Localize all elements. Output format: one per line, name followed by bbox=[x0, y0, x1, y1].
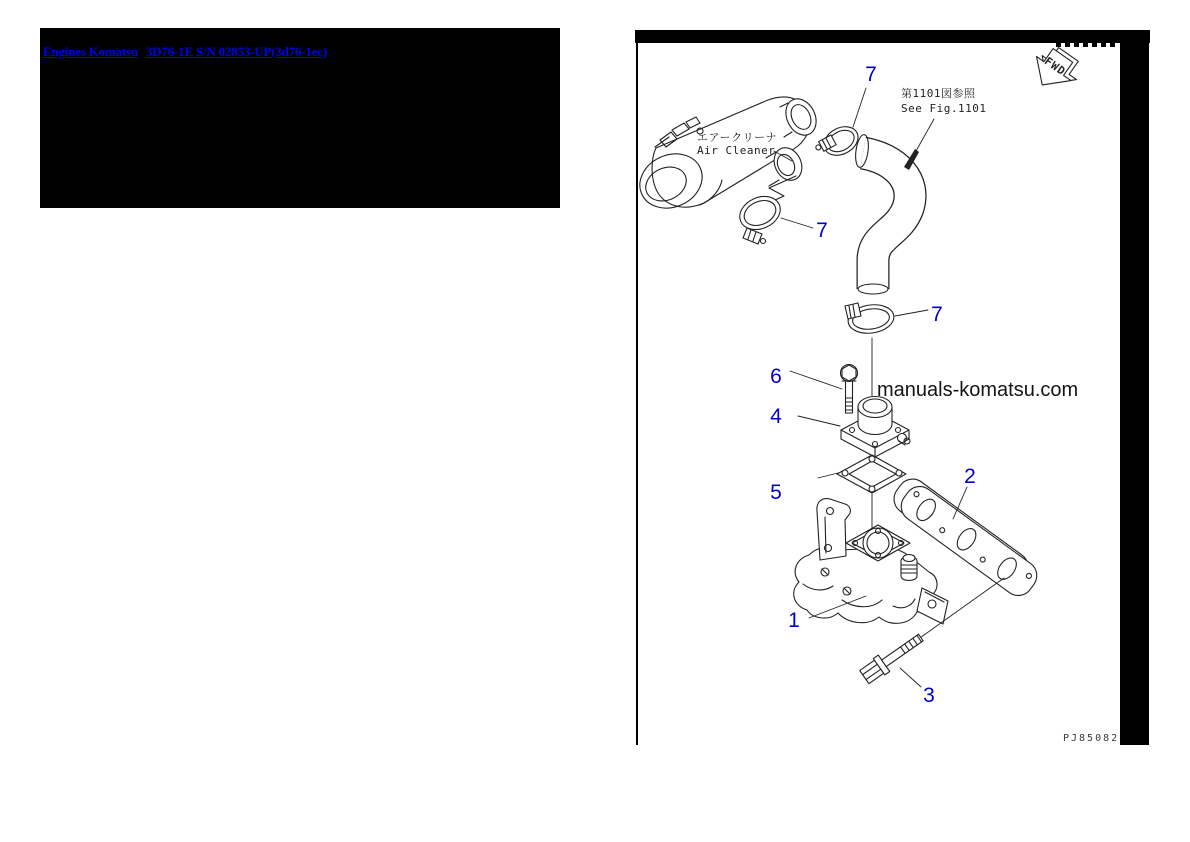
air-hose-drawing bbox=[854, 134, 910, 294]
plate-code: PJ85082 bbox=[1063, 733, 1120, 744]
fwd-arrow-icon bbox=[1025, 40, 1086, 99]
ref-fig-label-jp: 第1101図参照 bbox=[901, 87, 976, 100]
bolt-3-drawing bbox=[859, 629, 927, 685]
callout-1-manifold[interactable]: 1 bbox=[788, 609, 800, 632]
callout-7-lower-clamp[interactable]: 7 bbox=[931, 303, 943, 326]
model-serial-link[interactable]: 3D76-1E S/N 02853-UP(3d76-1ec) bbox=[145, 44, 327, 59]
air-cleaner-label-en: Air Cleaner bbox=[697, 144, 776, 157]
callout-2-manifold-gasket[interactable]: 2 bbox=[964, 465, 976, 488]
callout-4-connector[interactable]: 4 bbox=[770, 405, 782, 428]
air-cleaner-label-jp: エアークリーナ bbox=[697, 131, 778, 144]
gasket-5-drawing bbox=[837, 455, 906, 493]
bolt-6-drawing bbox=[841, 365, 858, 414]
ref-fig-label-en: See Fig.1101 bbox=[901, 102, 987, 115]
fwd-label: FWD bbox=[1042, 54, 1069, 79]
callout-7-upper-clamp[interactable]: 7 bbox=[865, 63, 877, 86]
callout-7-aircleaner-clamp[interactable]: 7 bbox=[816, 219, 828, 242]
engines-komatsu-link[interactable]: Engines Komatsu bbox=[43, 44, 138, 59]
hose-clamp-lower-drawing bbox=[845, 302, 896, 336]
callout-3-bolt[interactable]: 3 bbox=[923, 684, 935, 707]
callout-6-bolt[interactable]: 6 bbox=[770, 365, 782, 388]
watermark: manuals-komatsu.com bbox=[877, 379, 1079, 401]
callout-5-gasket[interactable]: 5 bbox=[770, 481, 782, 504]
